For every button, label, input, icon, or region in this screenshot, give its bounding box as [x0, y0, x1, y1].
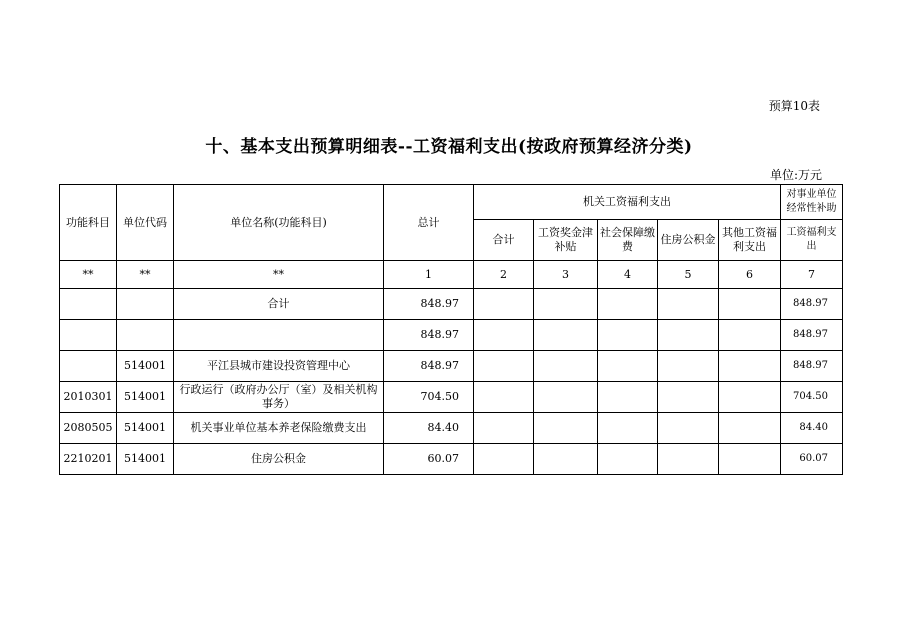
sub-total-cell [474, 289, 534, 320]
unit-name-cell: 平江县城市建设投资管理中心 [174, 351, 384, 382]
table-row [60, 444, 843, 475]
header-subsidy-wage: 工资福利支出 [781, 220, 843, 261]
unit-code-cell: 514001 [117, 351, 174, 382]
unit-name-cell [174, 320, 384, 351]
other-wage-cell [719, 320, 781, 351]
subsidy-wage-cell: 848.97 [781, 289, 843, 320]
table-row [60, 320, 843, 351]
func-code-cell [60, 351, 117, 382]
social-security-cell [598, 444, 658, 475]
header-row-1 [60, 185, 843, 220]
sub-total-cell [474, 444, 534, 475]
sub-total-cell [474, 320, 534, 351]
other-wage-cell [719, 413, 781, 444]
total-cell: 84.40 [384, 413, 474, 444]
unit-code-cell: 514001 [117, 413, 174, 444]
housing-fund-cell [658, 351, 719, 382]
unit-code-cell: 514001 [117, 444, 174, 475]
other-wage-cell [719, 351, 781, 382]
header-total: 总计 [384, 185, 474, 261]
unit-label: 单位:万元 [769, 168, 822, 182]
social-security-cell [598, 413, 658, 444]
header-sub-total: 合计 [474, 220, 534, 261]
header-unit-name: 单位名称(功能科目) [174, 185, 384, 261]
header-unit-code: 单位代码 [117, 185, 174, 261]
unit-name-cell: 行政运行（政府办公厅（室）及相关机构事务） [174, 382, 384, 413]
table-row [60, 351, 843, 382]
header-other-wage: 其他工资福利支出 [719, 220, 781, 261]
header-agency-group: 机关工资福利支出 [474, 185, 781, 220]
wage-bonus-cell [534, 320, 598, 351]
index-cell: 4 [598, 261, 658, 289]
table-row [60, 413, 843, 444]
header-wage-bonus: 工资奖金津补贴 [534, 220, 598, 261]
social-security-cell [598, 289, 658, 320]
unit-code-cell: 514001 [117, 382, 174, 413]
func-code-cell [60, 320, 117, 351]
social-security-cell [598, 320, 658, 351]
index-cell: 1 [384, 261, 474, 289]
wage-bonus-cell [534, 289, 598, 320]
housing-fund-cell [658, 320, 719, 351]
sub-total-cell [474, 413, 534, 444]
subsidy-wage-cell: 84.40 [781, 413, 843, 444]
other-wage-cell [719, 444, 781, 475]
subsidy-wage-cell: 704.50 [781, 382, 843, 413]
func-code-cell [60, 289, 117, 320]
index-cell: ** [174, 261, 384, 289]
page-title: 十、基本支出预算明细表--工资福利支出(按政府预算经济分类) [205, 137, 693, 157]
social-security-cell [598, 382, 658, 413]
total-cell: 848.97 [384, 320, 474, 351]
unit-code-cell [117, 320, 174, 351]
index-cell: 7 [781, 261, 843, 289]
index-cell: 2 [474, 261, 534, 289]
total-cell: 704.50 [384, 382, 474, 413]
func-code-cell: 2080505 [60, 413, 117, 444]
total-cell: 60.07 [384, 444, 474, 475]
unit-name-cell: 合计 [174, 289, 384, 320]
subsidy-wage-cell: 848.97 [781, 320, 843, 351]
total-cell: 848.97 [384, 289, 474, 320]
wage-bonus-cell [534, 382, 598, 413]
wage-bonus-cell [534, 444, 598, 475]
social-security-cell [598, 351, 658, 382]
header-housing-fund: 住房公积金 [658, 220, 719, 261]
other-wage-cell [719, 382, 781, 413]
func-code-cell: 2010301 [60, 382, 117, 413]
wage-bonus-cell [534, 413, 598, 444]
housing-fund-cell [658, 444, 719, 475]
header-func-code: 功能科目 [60, 185, 117, 261]
index-row [60, 261, 843, 289]
index-cell: ** [117, 261, 174, 289]
budget-table [59, 184, 843, 475]
sub-total-cell [474, 382, 534, 413]
housing-fund-cell [658, 413, 719, 444]
index-cell: 6 [719, 261, 781, 289]
other-wage-cell [719, 289, 781, 320]
header-subsidy-group: 对事业单位经常性补助 [781, 185, 843, 220]
func-code-cell: 2210201 [60, 444, 117, 475]
index-cell: 5 [658, 261, 719, 289]
housing-fund-cell [658, 289, 719, 320]
table-row [60, 289, 843, 320]
unit-name-cell: 机关事业单位基本养老保险缴费支出 [174, 413, 384, 444]
index-cell: ** [60, 261, 117, 289]
table-row [60, 382, 843, 413]
sub-total-cell [474, 351, 534, 382]
subsidy-wage-cell: 60.07 [781, 444, 843, 475]
table-number: 预算10表 [768, 99, 820, 113]
header-social-security: 社会保障缴费 [598, 220, 658, 261]
housing-fund-cell [658, 382, 719, 413]
subsidy-wage-cell: 848.97 [781, 351, 843, 382]
wage-bonus-cell [534, 351, 598, 382]
unit-code-cell [117, 289, 174, 320]
index-cell: 3 [534, 261, 598, 289]
total-cell: 848.97 [384, 351, 474, 382]
unit-name-cell: 住房公积金 [174, 444, 384, 475]
